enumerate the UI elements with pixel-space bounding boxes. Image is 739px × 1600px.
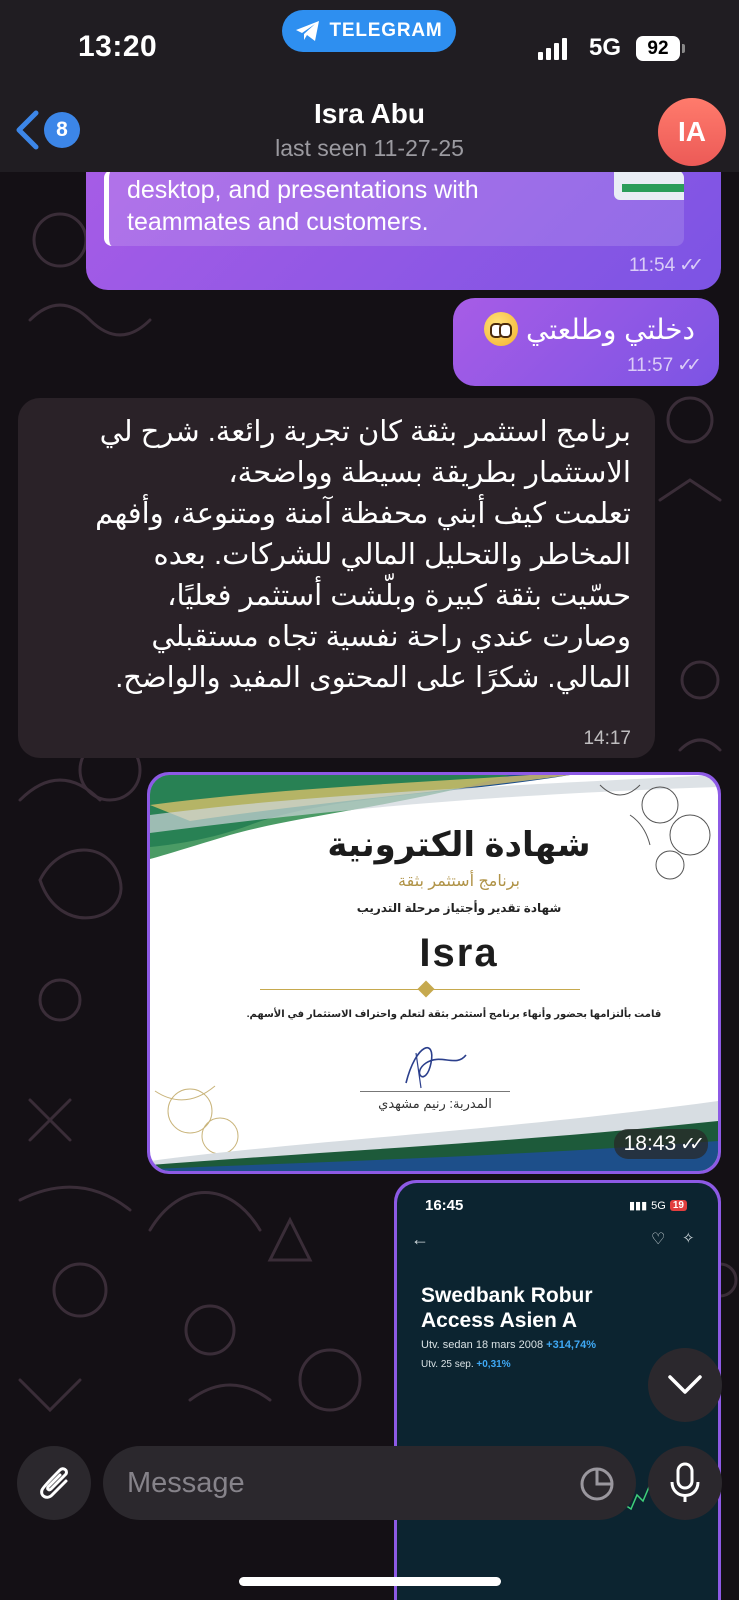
certificate-title: شهادة الكترونية [327,826,591,864]
message-meta [629,254,697,277]
top-bar [0,0,739,172]
status-time: 13:20 [78,30,158,63]
message-meta [627,354,695,377]
telegram-pill-label: TELEGRAM [329,20,443,41]
link-preview[interactable] [104,170,684,246]
certificate-ornament [418,981,435,998]
message-outgoing-text[interactable] [453,298,719,386]
battery-level: 92 [647,37,669,59]
signal-icon [538,38,567,60]
certificate-image[interactable] [150,775,718,1171]
message-meta [583,728,631,750]
message-time: 18:43 [623,1132,677,1155]
message-input-placeholder: Message [127,1467,245,1499]
message-outgoing-image[interactable] [147,772,721,1174]
message-content [484,312,695,346]
fund-performance-since [421,1339,596,1351]
performance-since-value: +314,74% [546,1339,597,1351]
home-indicator [239,1577,501,1586]
message-time: 14:17 [583,728,631,749]
unread-count-badge: 8 [44,112,80,148]
screenshot-signal-icon: ▮▮▮ [629,1200,648,1212]
telegram-icon [295,20,321,42]
certificate-subtitle: برنامج أستثمر بثقة [398,873,520,890]
link-preview-thumbnail [614,170,684,200]
certificate-trainer: المدربة: رنيم مشهدي [360,1091,510,1112]
battery-tip [682,44,685,53]
fund-performance-today [421,1359,511,1370]
performance-today-value: +0,31% [476,1359,511,1370]
heart-icon: ♡ [651,1231,666,1248]
performance-today-label: Utv. 25 sep. [421,1359,474,1370]
certificate-line: شهادة تقدير وأجتياز مرحلة التدريب [356,901,562,915]
screenshot-time: 16:45 [425,1197,464,1214]
microphone-button[interactable] [648,1446,722,1520]
message-text: برنامج استثمر بثقة كان تجربة رائعة. شرح لي الاستثمار بطريقة بسيطة وواضحة، تعلمت كيف أبني محفظة آمنة ومتنوعة، وأفهم المخاطر والتحليل المالي للشركات. بعده حسّيت بثقة كبيرة وبلّشت أستثمر فعليًا، وصارت عندي راحة نفسية تجاه مستقبلي المالي. شكرًا على المحتوى المفيد والواضح. [95,416,631,694]
certificate-recipient: Isra [419,931,499,975]
message-input[interactable] [103,1446,636,1520]
double-check-icon: ✓✓ [679,255,697,276]
image-meta [614,1129,708,1159]
battery-icon [636,36,680,61]
screenshot-network: 5G [651,1199,666,1212]
chevron-down-icon [667,1374,703,1396]
avatar[interactable]: IA [658,98,726,166]
performance-since-label: Utv. sedan 18 mars 2008 [421,1339,544,1351]
double-check-icon: ✓✓ [680,1133,698,1155]
certificate-description: قامت بألتزامها بحضور وأنهاء برنامج أستثمر بثقة لتعلم واحتراف الاستثمار في الأسهم. [246,1009,662,1020]
screenshot-battery: 19 [670,1200,687,1211]
pin-icon: ✧ [682,1230,695,1247]
scroll-to-bottom-button[interactable] [648,1348,722,1422]
arrow-left-icon: ← [411,1229,429,1249]
fund-name: Swedbank Robur Access Asien A [421,1284,593,1332]
double-check-icon: ✓✓ [677,355,695,376]
screenshot-status [629,1199,687,1212]
link-preview-text: desktop, and presentations with teammates and customers. [127,176,479,236]
message-text: دخلتي وطلعتي [526,313,695,345]
message-time: 11:54 [629,254,676,276]
attach-button[interactable] [17,1446,91,1520]
microphone-icon [669,1462,701,1504]
paperclip-icon [36,1463,72,1503]
message-time: 11:57 [627,354,674,376]
telegram-pill[interactable] [282,10,456,52]
network-type: 5G [589,34,622,61]
chat-last-seen: last seen 11-27-25 [275,135,464,161]
sticker-icon[interactable] [579,1466,615,1502]
pleading-face-emoji-icon [484,312,518,346]
message-incoming-text[interactable] [18,398,655,758]
chat-title[interactable]: Isra Abu [314,98,425,129]
